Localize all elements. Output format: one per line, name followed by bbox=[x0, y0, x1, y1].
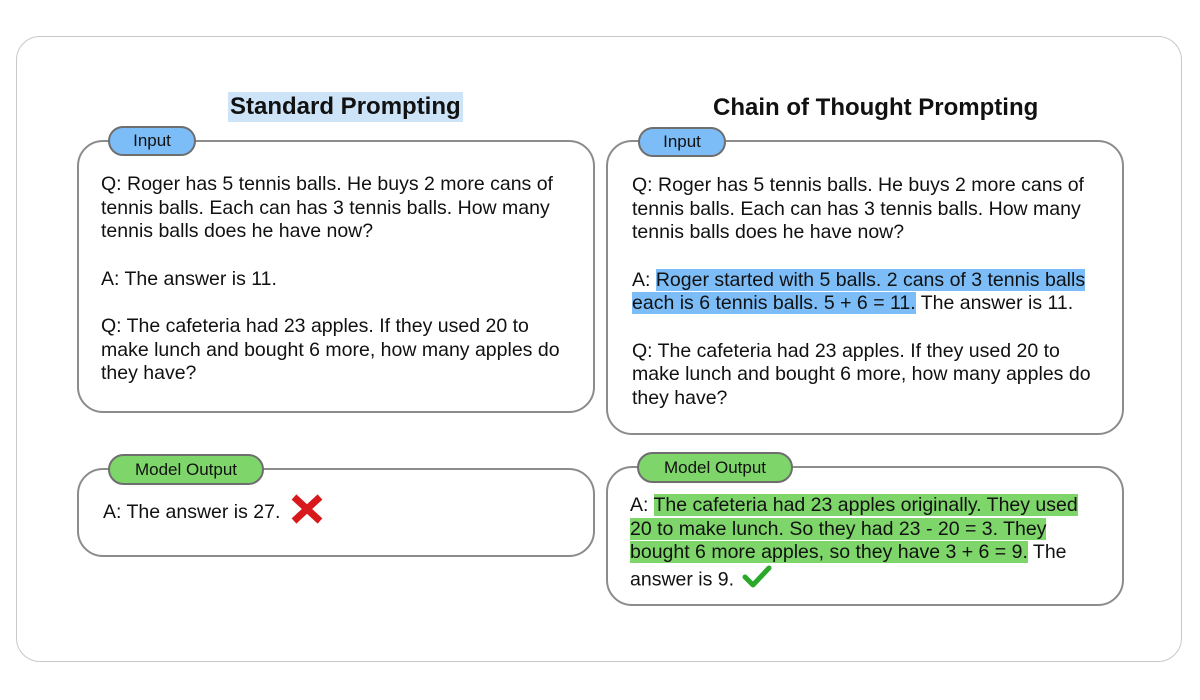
cot-output-box bbox=[606, 466, 1124, 606]
cot-output-tag: Model Output bbox=[637, 452, 793, 483]
standard-output-tag: Model Output bbox=[108, 454, 264, 485]
cross-icon bbox=[290, 493, 324, 532]
cot-input-question-1: Q: Roger has 5 tennis balls. He buys 2 more cans of tennis balls. Each can has 3 tennis balls. How many tennis balls does he have now? bbox=[632, 174, 1084, 243]
cot-input-question-2: Q: The cafeteria had 23 apples. If they used 20 to make lunch and bought 6 more, how many apples do they have? bbox=[632, 339, 1091, 409]
cot-input-reasoning-highlight: Roger started with 5 balls. 2 cans of 3 tennis balls each is 6 tennis balls. 5 + 6 = 11. bbox=[632, 268, 1086, 314]
cot-input-box bbox=[606, 140, 1124, 435]
standard-output-text: A: The answer is 27. bbox=[103, 500, 281, 523]
cot-output-text bbox=[630, 494, 1100, 595]
cot-input-tag: Input bbox=[638, 127, 726, 157]
standard-prompting-title: Standard Prompting bbox=[230, 93, 461, 120]
cot-prompting-title: Chain of Thought Prompting bbox=[713, 94, 1039, 121]
cot-output-reasoning-highlight: The cafeteria had 23 apples originally. They used 20 to make lunch. So they had 23 - 20 = 3. They bought 6 more apples, so they have 3 + 6 = 9. bbox=[630, 494, 1078, 563]
standard-input-tag: Input bbox=[108, 126, 196, 156]
cot-input-answer-1 bbox=[632, 269, 1106, 316]
cot-input-answer-suffix: The answer is 11. bbox=[915, 292, 1074, 314]
standard-input-box bbox=[77, 140, 595, 413]
cot-input-answer-prefix: A: bbox=[632, 268, 656, 291]
standard-input-answer-1: A: The answer is 11. bbox=[101, 267, 277, 290]
standard-input-question-1: Q: Roger has 5 tennis balls. He buys 2 more cans of tennis balls. Each can has 3 tennis balls. How many tennis balls does he have now? bbox=[101, 173, 553, 242]
checkmark-icon bbox=[742, 565, 772, 596]
standard-input-question-2: Q: The cafeteria had 23 apples. If they used 20 to make lunch and bought 6 more, how many apples do they have? bbox=[101, 315, 560, 384]
cot-output-suffix: The answer is 9. bbox=[630, 541, 1067, 590]
cot-output-prefix: A: bbox=[630, 494, 654, 516]
